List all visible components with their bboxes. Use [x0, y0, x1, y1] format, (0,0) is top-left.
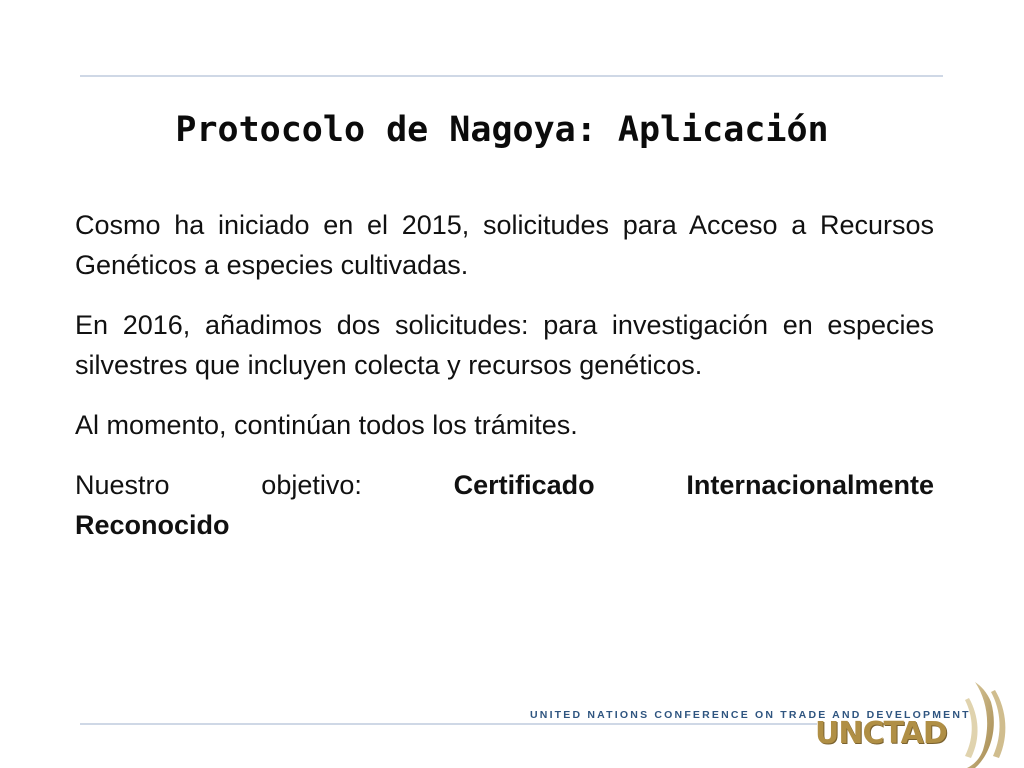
paragraph-4-continued: [75, 505, 934, 545]
footer-organization: UNITED NATIONS CONFERENCE ON TRADE AND DEVELOPMENT: [530, 709, 971, 721]
paragraph-2: En 2016, añadimos dos solicitudes: para investigación en especies silvestres que incluyen colecta y recursos genéticos.: [75, 310, 934, 380]
unctad-wordmark: UNCTAD: [815, 716, 947, 751]
slide-title: Protocolo de Nagoya: Aplicación: [175, 110, 829, 150]
objective-label: Nuestro objetivo:: [75, 470, 454, 500]
objective-bold-1: Certificado Internacionalmente: [453, 470, 934, 500]
paragraph-4: [75, 465, 934, 505]
slide-body: [75, 205, 934, 565]
objective-bold-2: Reconocido: [75, 510, 230, 540]
paragraph-1: Cosmo ha iniciado en el 2015, solicitudes para Acceso a Recursos Genéticos a especies cultivadas.: [75, 210, 934, 280]
top-divider: [80, 75, 943, 77]
paragraph-3: Al momento, continúan todos los trámites.: [75, 410, 578, 440]
bottom-divider: [80, 723, 817, 725]
unctad-logo: [815, 680, 1010, 768]
